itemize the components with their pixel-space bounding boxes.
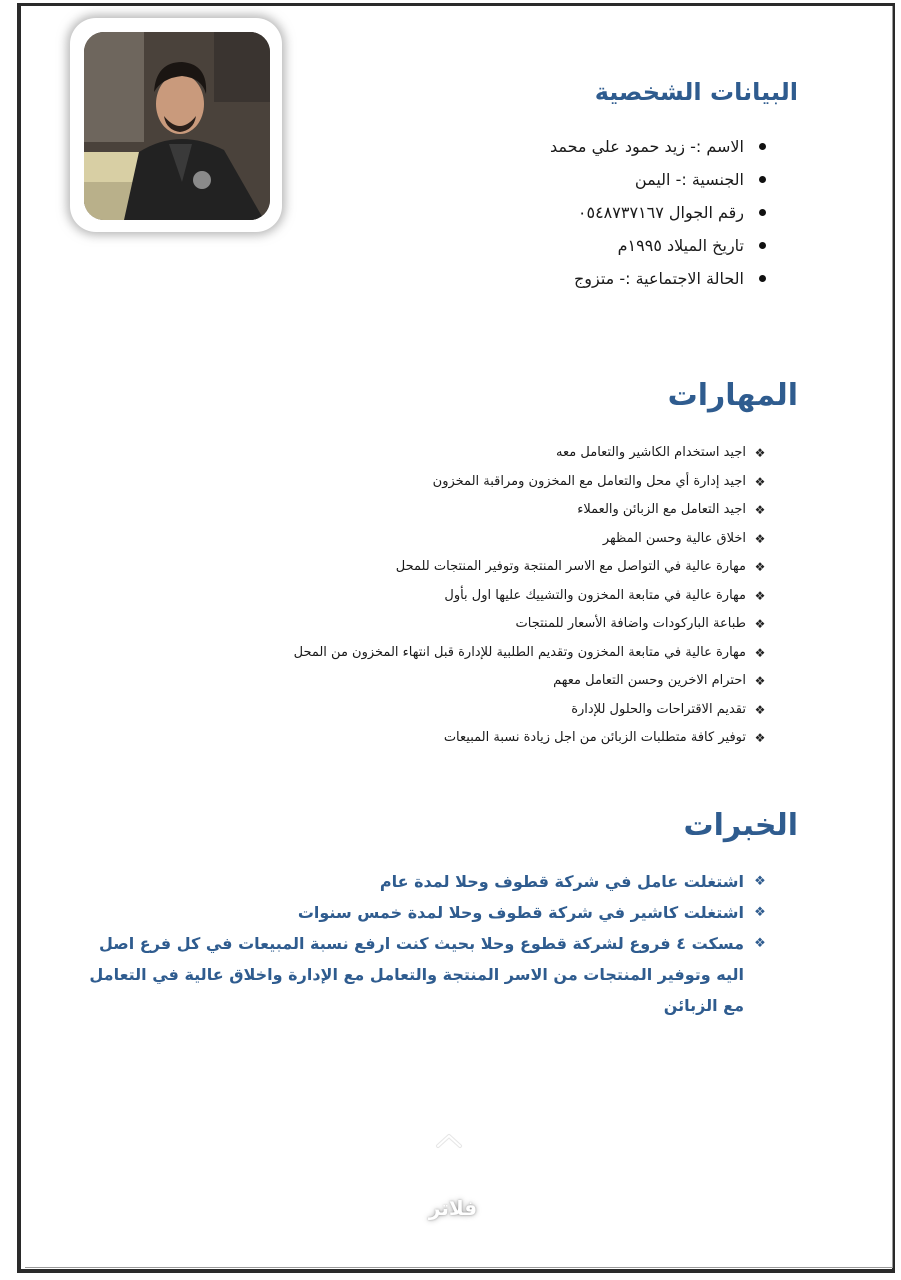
bullet-icon <box>759 176 766 183</box>
list-item: ❖ توفير كافة متطلبات الزبائن من اجل زيادة نسبة المبيعات <box>86 724 766 753</box>
diamond-bullet-icon: ❖ <box>754 702 766 717</box>
personal-info-heading: البيانات الشخصية <box>594 78 798 106</box>
chevron-up-icon <box>434 1130 464 1150</box>
bullet-icon <box>759 143 766 150</box>
diamond-bullet-icon: ❖ <box>754 645 766 660</box>
list-item: ❖ اجيد إدارة أي محل والتعامل مع المخزون ومراقبة المخزون <box>86 468 766 497</box>
diamond-bullet-icon: ❖ <box>754 560 766 574</box>
list-item: رقم الجوال ٠٥٤٨٧٣٧١٦٧ <box>336 196 766 229</box>
list-item: ❖ احترام الاخرين وحسن التعامل معهم <box>86 667 766 696</box>
experience-heading: الخبرات <box>683 808 798 843</box>
bullet-icon <box>759 209 766 216</box>
watermark-logo: فلاتر <box>428 1196 478 1220</box>
profile-photo <box>84 32 270 220</box>
list-item: ❖ اشتغلت عامل في شركة قطوف وحلا لمدة عام <box>66 866 766 897</box>
list-item: ❖ تقديم الاقتراحات والحلول للإدارة <box>86 696 766 725</box>
diamond-bullet-icon: ❖ <box>754 588 766 603</box>
list-item: ❖ طباعة الباركودات واضافة الأسعار للمنتجات <box>86 610 766 639</box>
diamond-bullet-icon: ❖ <box>754 874 766 889</box>
diamond-bullet-icon: ❖ <box>754 731 766 745</box>
diamond-bullet-icon: ❖ <box>754 531 766 546</box>
list-item: ❖ اجيد استخدام الكاشير والتعامل معه <box>86 439 766 468</box>
diamond-bullet-icon: ❖ <box>754 936 766 951</box>
list-item: الجنسية :- اليمن <box>336 163 766 196</box>
list-item: ❖ اخلاق عالية وحسن المظهر <box>86 525 766 554</box>
list-item: تاريخ الميلاد ١٩٩٥م <box>336 229 766 262</box>
person-illustration <box>84 32 270 220</box>
diamond-bullet-icon: ❖ <box>754 617 766 631</box>
diamond-bullet-icon: ❖ <box>754 674 766 688</box>
skills-list <box>86 439 766 753</box>
list-item: ❖ مهارة عالية في التواصل مع الاسر المنتجة وتوفير المنتجات للمحل <box>86 553 766 582</box>
bullet-icon <box>759 242 766 249</box>
list-item: ❖ مهارة عالية في متابعة المخزون وتقديم الطلبية للإدارة قبل انتهاء المخزون من المحل <box>86 639 766 668</box>
diamond-bullet-icon: ❖ <box>754 905 766 920</box>
bullet-icon <box>759 275 766 282</box>
skills-heading: المهارات <box>667 378 798 413</box>
list-item: الحالة الاجتماعية :- متزوج <box>336 262 766 295</box>
diamond-bullet-icon: ❖ <box>754 446 766 460</box>
scroll-up-button[interactable] <box>434 1130 464 1150</box>
diamond-bullet-icon: ❖ <box>754 474 766 489</box>
diamond-bullet-icon: ❖ <box>754 503 766 517</box>
experience-list <box>66 866 766 1021</box>
list-item: الاسم :- زيد حمود علي محمد <box>336 130 766 163</box>
list-item: ❖ مهارة عالية في متابعة المخزون والتشييك عليها اول بأول <box>86 582 766 611</box>
list-item: ❖ اشتغلت كاشير في شركة قطوف وحلا لمدة خمس سنوات <box>66 897 766 928</box>
list-item: ❖ اجيد التعامل مع الزبائن والعملاء <box>86 496 766 525</box>
personal-info-list <box>336 130 766 295</box>
list-item: ❖ مسكت ٤ فروع لشركة قطوع وحلا بحيث كنت ارفع نسبة المبيعات في كل فرع اصل اليه وتوفير المنتجات من الاسر المنتجة والتعامل مع الإدارة واخلاق عالية في التعامل مع الزبائن <box>66 928 766 1021</box>
